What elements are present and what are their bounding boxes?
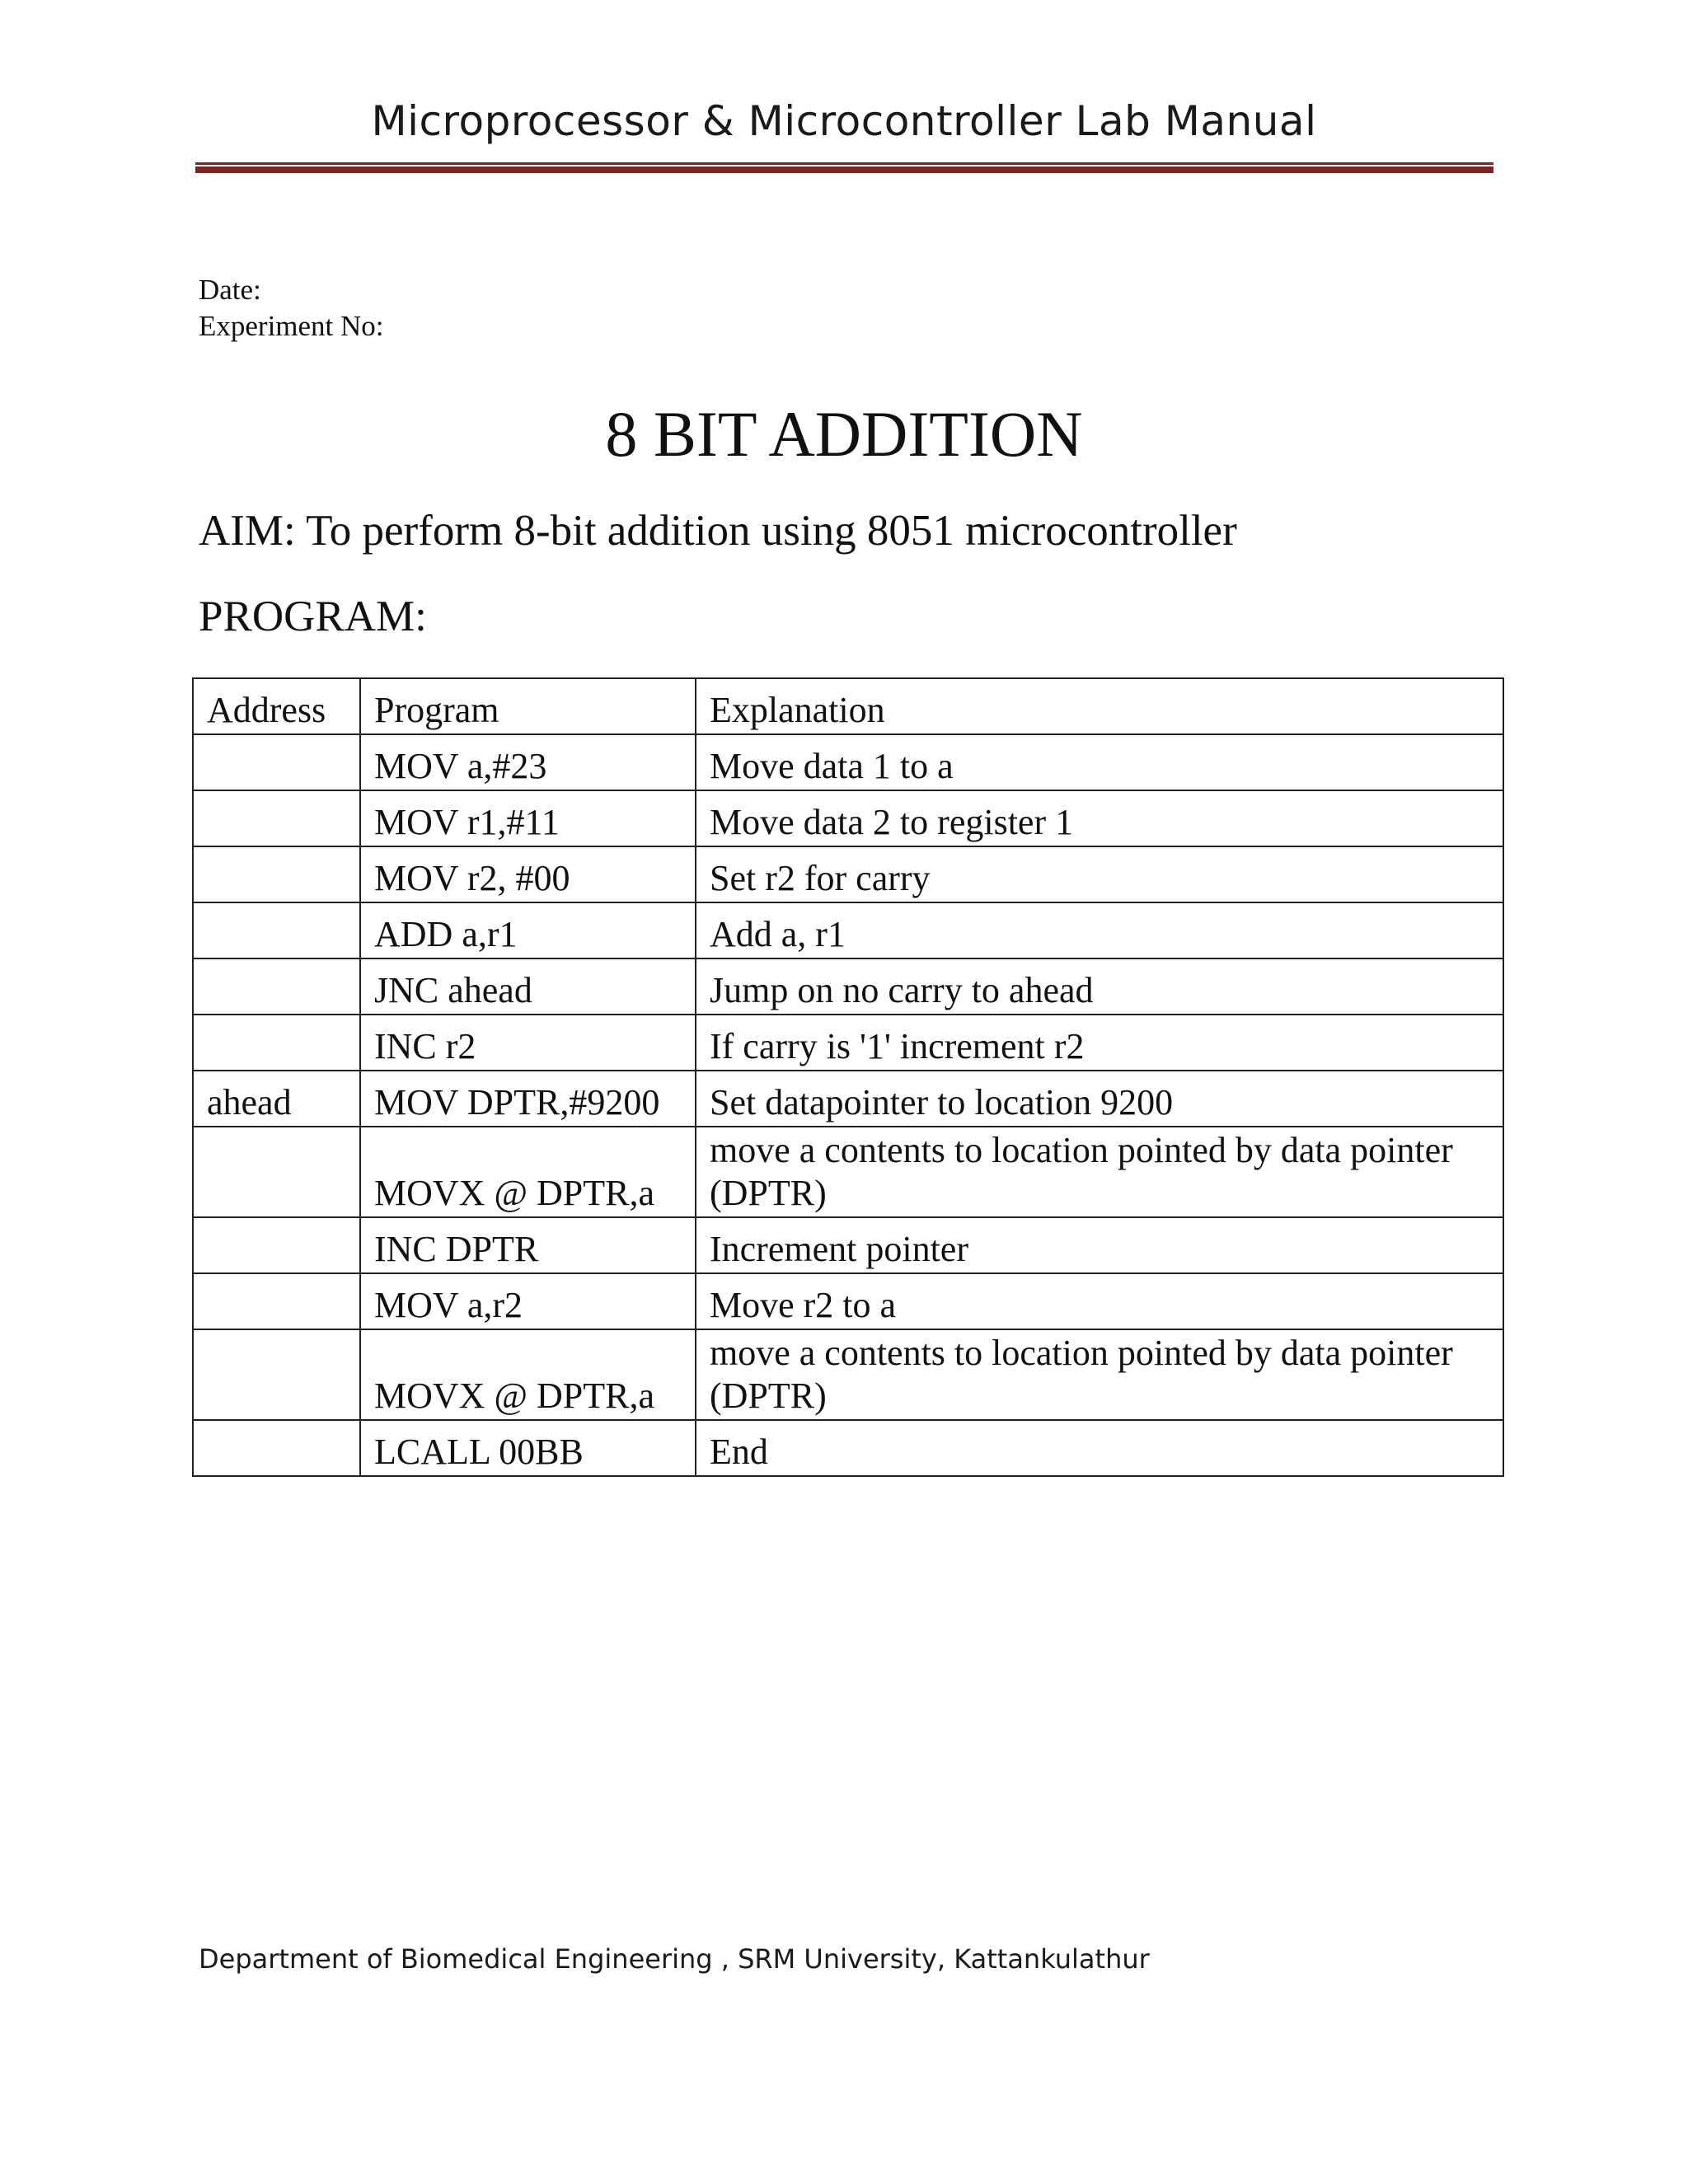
table-row — [193, 1015, 1503, 1071]
program-cell: JNC ahead — [360, 958, 696, 1015]
address-cell: ahead — [193, 1071, 360, 1127]
table-row — [193, 958, 1503, 1015]
table-row — [193, 1071, 1503, 1127]
date-label: Date: — [199, 274, 261, 306]
explanation-cell: Move data 2 to register 1 — [696, 790, 1503, 846]
address-cell — [193, 846, 360, 902]
address-cell — [193, 790, 360, 846]
program-cell: INC r2 — [360, 1015, 696, 1071]
experiment-number-label: Experiment No: — [199, 310, 384, 342]
program-cell: MOVX @ DPTR,a — [360, 1127, 696, 1217]
program-cell: MOV r1,#11 — [360, 790, 696, 846]
explanation-cell: Move data 1 to a — [696, 734, 1503, 790]
program-cell: MOV a,#23 — [360, 734, 696, 790]
explanation-cell: Move r2 to a — [696, 1273, 1503, 1329]
table-row — [193, 1273, 1503, 1329]
table-row — [193, 902, 1503, 958]
document-title: 8 BIT ADDITION — [605, 398, 1083, 470]
header-rule — [195, 162, 1493, 165]
program-cell: MOVX @ DPTR,a — [360, 1329, 696, 1420]
table-row — [193, 790, 1503, 846]
header-rule-thick — [195, 166, 1493, 173]
program-cell: MOV DPTR,#9200 — [360, 1071, 696, 1127]
address-cell — [193, 1273, 360, 1329]
aim-statement: AIM: To perform 8-bit addition using 8051 microcontroller — [199, 507, 1237, 555]
address-cell — [193, 902, 360, 958]
table-row — [193, 1420, 1503, 1476]
experiment-meta — [199, 272, 384, 344]
header-explanation: Explanation — [696, 678, 1503, 734]
explanation-cell: Add a, r1 — [696, 902, 1503, 958]
explanation-cell: Set datapointer to location 9200 — [696, 1071, 1503, 1127]
table-row — [193, 1127, 1503, 1217]
address-cell — [193, 1329, 360, 1420]
header-address: Address — [193, 678, 360, 734]
table-row — [193, 846, 1503, 902]
explanation-cell: move a contents to location pointed by data pointer (DPTR) — [696, 1329, 1503, 1420]
table-row — [193, 734, 1503, 790]
program-cell: LCALL 00BB — [360, 1420, 696, 1476]
address-cell — [193, 734, 360, 790]
page-footer: Department of Biomedical Engineering , SRM University, Kattankulathur — [199, 1943, 1150, 1975]
table-header-row — [193, 678, 1503, 734]
address-cell — [193, 1420, 360, 1476]
address-cell — [193, 1217, 360, 1273]
program-cell: ADD a,r1 — [360, 902, 696, 958]
page-header-title: Microprocessor & Microcontroller Lab Manual — [371, 97, 1317, 145]
explanation-cell: Increment pointer — [696, 1217, 1503, 1273]
program-cell: INC DPTR — [360, 1217, 696, 1273]
address-cell — [193, 1015, 360, 1071]
explanation-cell: Jump on no carry to ahead — [696, 958, 1503, 1015]
explanation-cell: Set r2 for carry — [696, 846, 1503, 902]
table-row — [193, 1217, 1503, 1273]
program-cell: MOV a,r2 — [360, 1273, 696, 1329]
address-cell — [193, 958, 360, 1015]
program-heading: PROGRAM: — [199, 593, 427, 640]
header-program: Program — [360, 678, 696, 734]
explanation-cell: End — [696, 1420, 1503, 1476]
explanation-cell: move a contents to location pointed by data pointer (DPTR) — [696, 1127, 1503, 1217]
explanation-cell: If carry is '1' increment r2 — [696, 1015, 1503, 1071]
program-table — [192, 677, 1504, 1477]
program-cell: MOV r2, #00 — [360, 846, 696, 902]
address-cell — [193, 1127, 360, 1217]
table-row — [193, 1329, 1503, 1420]
